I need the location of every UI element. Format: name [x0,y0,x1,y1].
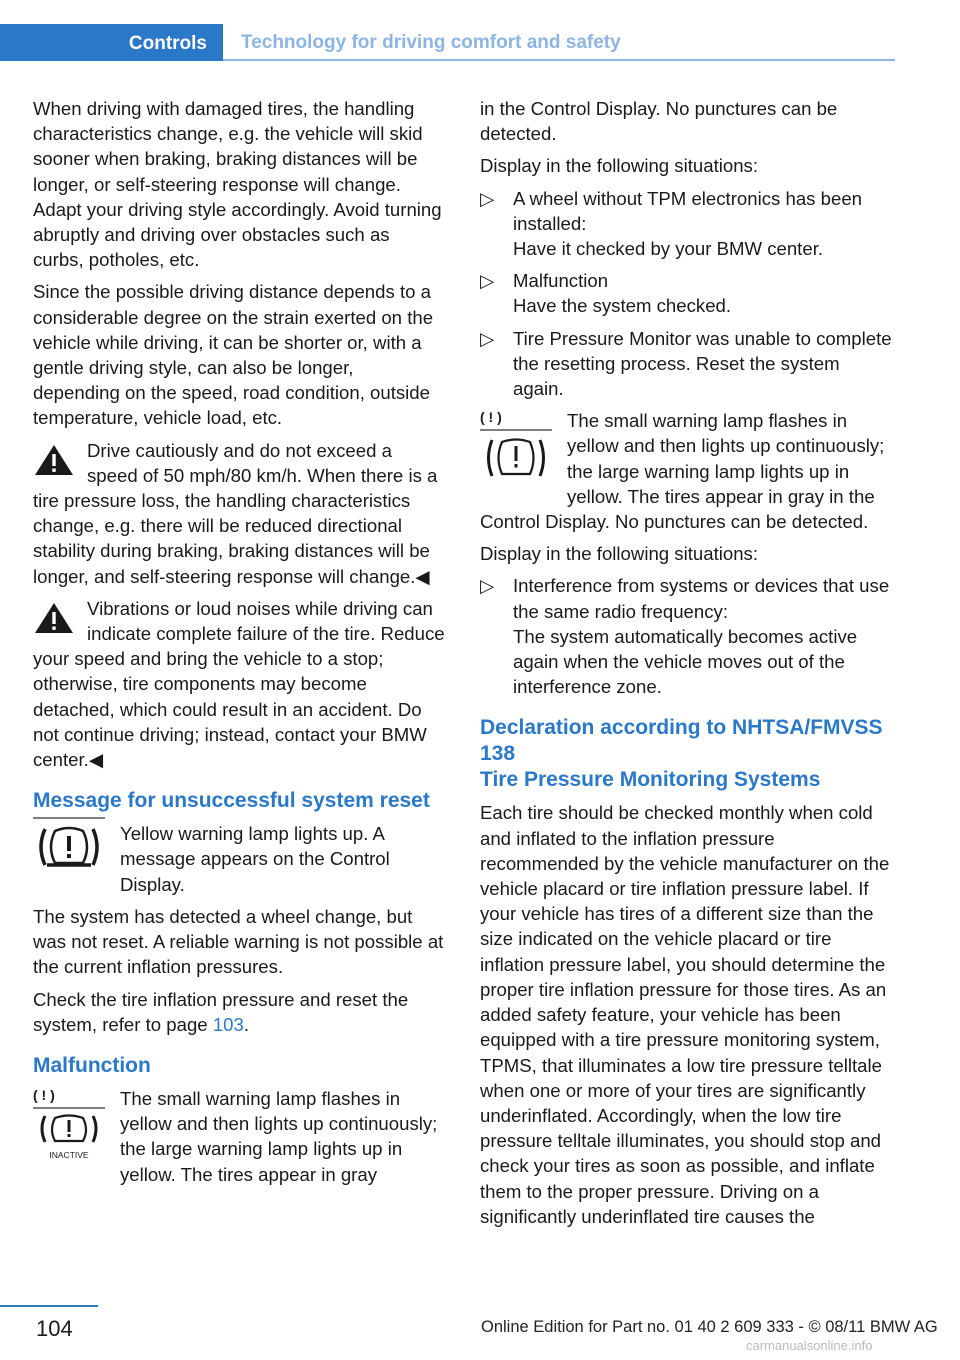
tire-pressure-warning-icon [31,817,107,879]
lamp-block [33,1086,445,1187]
section-tab: Controls [0,24,223,61]
paragraph: The system has detected a wheel change, but was not reset. A reliable warning is not possible at the current inflation pressures. [33,905,444,978]
right-column [480,96,895,1236]
section-heading: Malfunction [33,1053,151,1077]
page-reference-link[interactable]: 103 [212,1013,244,1035]
list-item: ▷ Interference from systems or devices that use the same radio frequency: The system automatically becomes active again when the vehicle moves out of the interference zone. [480,575,890,698]
lamp-block [480,408,895,534]
svg-text:( ! ): ( ! ) [480,409,502,426]
bullet-arrow-icon: ▷ [480,270,495,292]
bullet-arrow-icon: ▷ [480,575,495,597]
list-item: ▷ A wheel without TPM electronics has been installed: Have it checked by your BMW center. [480,187,862,260]
paragraph: Since the possible driving distance depends to a considerable degree on the strain exerted on the vehicle while driving, it can be shorter or, with a gentle driving style, can also be longer, depending on the speed, road condition, outside temperature, vehicle load, etc. [33,281,434,429]
paragraph: Each tire should be checked monthly when cold and inflated to the inflation pressure recommended by the vehicle manufacturer on the vehicle placard or tire inflation pressure label. If your vehicle has tires of a different size than the size indicated on the vehicle placard or tire inflation pressure label, you should determine the proper tire inflation pressure for those tires. As an added safety feature, your vehicle has been equipped with a tire pressure monitoring system, TPMS, that illuminates a low tire pressure telltale when one or more of your tires are significantly underinflated. Accordingly, when the low tire pressure telltale illuminates, you should stop and check your tires as soon as possible, and inflate them to the proper pressure. Driving on a significantly underinflated tire causes the [480,802,890,1227]
bullet-arrow-icon: ▷ [480,187,495,209]
warning-text: Drive cautiously and do not exceed a speed of 50 mph/80 km/h. When there is a tire pressure loss, the handling characteristics change, e.g. there will be reduced directional stability during braking, braking distances will be longer, and self-steering response will change.◀ [33,439,438,587]
list-item: ▷ Tire Pressure Monitor was unable to complete the resetting process. Reset the system again. [480,327,892,400]
situation-list [480,186,895,402]
tire-pressure-inactive-icon [31,1086,103,1172]
page-number: 104 [36,1316,73,1341]
warning-note [33,596,445,772]
footer-rule [0,1305,98,1307]
paragraph: Check the tire inflation pressure and reset the system, refer to page 103. [33,988,409,1035]
warning-triangle-icon [33,443,75,477]
watermark: carmanualsonline.info [746,1338,873,1353]
situation-list [480,573,895,699]
paragraph: Display in the following situations: [480,543,759,565]
lamp-text: The small warning lamp flashes in yellow and then lights up continuously; the large warning lamp lights up in yellow. The tires appear in gray [120,1087,438,1185]
warning-triangle-icon [33,601,75,635]
inactive-label: INACTIVE [49,1149,89,1160]
lamp-text: The small warning lamp flashes in yellow and then lights up continuously; the large warning lamp lights up in yellow. The tires appear in gray in the Control Display. No punctures can be detected. [480,410,885,533]
lamp-text: Yellow warning lamp lights up. A message appears on the Control Display. [120,823,390,895]
warning-note [33,438,445,589]
list-item: ▷ Malfunction Have the system checked. [480,270,732,317]
svg-text:( ! ): ( ! ) [33,1086,55,1103]
header-rule [223,59,895,61]
bullet-arrow-icon: ▷ [480,327,495,349]
edition-note: Online Edition for Part no. 01 40 2 609 333 - © 08/11 BMW AG [481,1318,938,1336]
paragraph: Display in the following situations: [480,155,759,177]
section-heading: Declaration according to NHTSA/FMVSS 138 [480,716,883,766]
paragraph: in the Control Display. No punctures can be detected. [480,98,838,145]
section-heading: Message for unsuccessful system reset [33,789,430,813]
lamp-block [33,821,445,897]
paragraph: When driving with damaged tires, the handling characteristics change, e.g. the vehicle will skid sooner when braking, braking distances will be longer, or self-steering response will change. Adapt your driving style accordingly. Avoid turning abruptly and driving over obstacles such as curbs, potholes, etc. [33,98,442,271]
left-column [33,96,445,1194]
warning-text: Vibrations or loud noises while driving can indicate complete failure of the tire. Reduce your speed and bring the vehicle to a stop; otherwise, tire components may become detached, which could result in an accident. Do not continue driving; instead, contact your BMW center.◀ [33,597,445,771]
page-title: Technology for driving comfort and safety [241,32,621,53]
tire-pressure-warning-icon [478,408,550,494]
section-subheading: Tire Pressure Monitoring Systems [480,768,821,792]
